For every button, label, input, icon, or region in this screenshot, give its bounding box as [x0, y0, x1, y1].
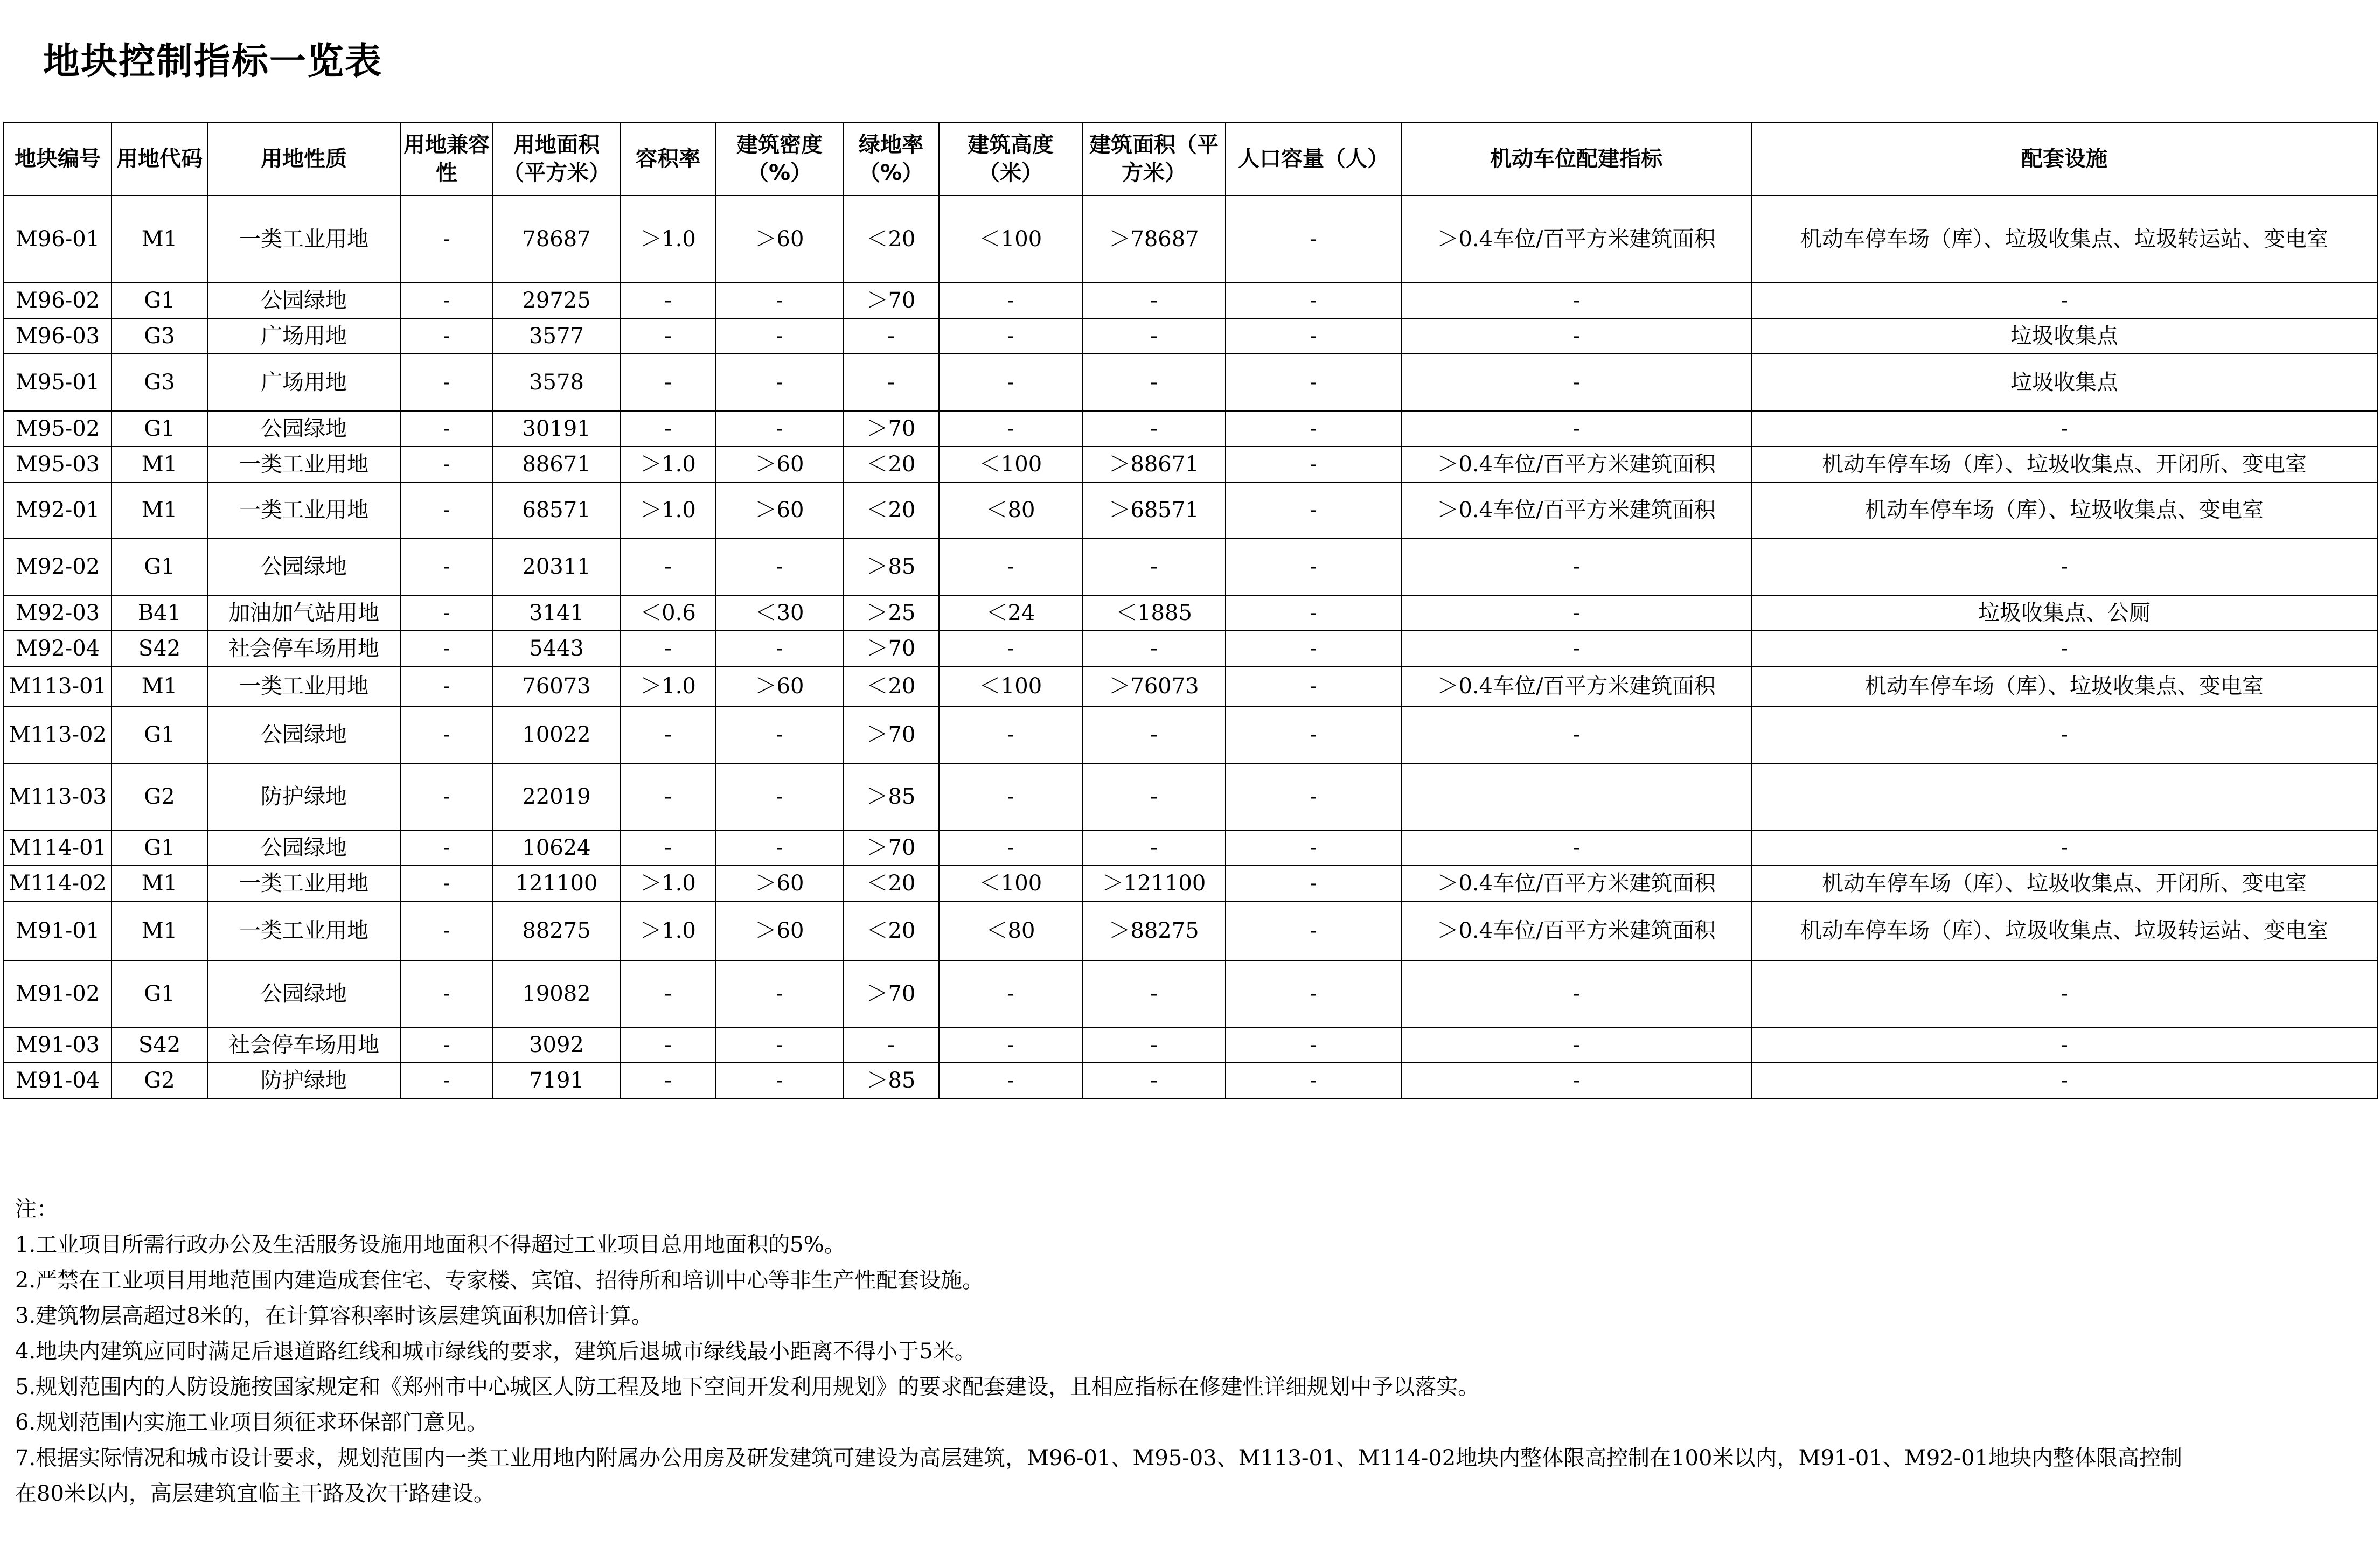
- table-cell: M95-03: [4, 447, 112, 482]
- table-cell: ＜100: [939, 196, 1082, 283]
- table-cell: 19082: [493, 960, 620, 1027]
- table-cell: -: [400, 318, 493, 354]
- table-cell: ＞70: [843, 830, 939, 866]
- table-cell: -: [1401, 538, 1751, 595]
- table-cell: 公园绿地: [207, 830, 400, 866]
- table-cell: 3092: [493, 1027, 620, 1063]
- table-cell: -: [400, 283, 493, 318]
- column-header: 建筑高度（米）: [939, 122, 1082, 196]
- table-cell: -: [620, 318, 716, 354]
- table-cell: -: [716, 763, 843, 830]
- table-cell: -: [400, 595, 493, 631]
- table-cell: -: [939, 1027, 1082, 1063]
- table-cell: ＜20: [843, 196, 939, 283]
- table-cell: -: [716, 318, 843, 354]
- table-cell: -: [620, 830, 716, 866]
- table-cell: -: [1226, 411, 1401, 447]
- table-cell: -: [400, 631, 493, 666]
- table-cell: S42: [112, 1027, 207, 1063]
- table-cell: -: [1226, 538, 1401, 595]
- table-cell: 10022: [493, 706, 620, 763]
- table-cell: ＞121100: [1082, 866, 1226, 901]
- table-cell: ＞60: [716, 666, 843, 706]
- table-cell: 防护绿地: [207, 763, 400, 830]
- table-cell: -: [400, 538, 493, 595]
- table-cell: G1: [112, 960, 207, 1027]
- table-cell: -: [400, 411, 493, 447]
- table-cell: M96-01: [4, 196, 112, 283]
- table-row: [4, 763, 2377, 830]
- table-cell: S42: [112, 631, 207, 666]
- table-cell: -: [843, 1027, 939, 1063]
- table-cell: -: [1082, 283, 1226, 318]
- table-cell: -: [400, 354, 493, 411]
- table-cell: M1: [112, 901, 207, 960]
- column-header: 地块编号: [4, 122, 112, 196]
- table-cell: ＞85: [843, 1063, 939, 1098]
- note-item: 2.严禁在工业项目用地范围内建造成套住宅、专家楼、宾馆、招待所和培训中心等非生产性配套设施。: [15, 1268, 984, 1293]
- table-cell: -: [1751, 283, 2377, 318]
- table-cell: 10624: [493, 830, 620, 866]
- table-cell: -: [843, 354, 939, 411]
- table-row: [4, 283, 2377, 318]
- table-cell: 3141: [493, 595, 620, 631]
- table-cell: -: [1401, 830, 1751, 866]
- table-cell: ＞70: [843, 411, 939, 447]
- table-cell: 垃圾收集点: [1751, 354, 2377, 411]
- table-cell: -: [716, 354, 843, 411]
- table-row: [4, 866, 2377, 901]
- table-cell: -: [939, 411, 1082, 447]
- table-cell: -: [1226, 354, 1401, 411]
- table-cell: ＜20: [843, 447, 939, 482]
- table-cell: ＞70: [843, 706, 939, 763]
- table-cell: 5443: [493, 631, 620, 666]
- page-title: 地块控制指标一览表: [43, 40, 383, 83]
- table-cell: 广场用地: [207, 318, 400, 354]
- table-cell: 加油加气站用地: [207, 595, 400, 631]
- table-cell: -: [716, 830, 843, 866]
- table-cell: 公园绿地: [207, 706, 400, 763]
- column-header: 人口容量（人）: [1226, 122, 1401, 196]
- table-cell: M1: [112, 866, 207, 901]
- table-cell: M95-01: [4, 354, 112, 411]
- table-cell: -: [620, 354, 716, 411]
- table-cell: -: [716, 960, 843, 1027]
- table-cell: M96-02: [4, 283, 112, 318]
- table-cell: -: [1226, 318, 1401, 354]
- table-cell: -: [1226, 763, 1401, 830]
- table-cell: 机动车停车场（库）、垃圾收集点、变电室: [1751, 482, 2377, 538]
- table-cell: 68571: [493, 482, 620, 538]
- table-cell: 一类工业用地: [207, 666, 400, 706]
- table-cell: [1751, 763, 2377, 830]
- table-cell: 一类工业用地: [207, 447, 400, 482]
- table-cell: -: [716, 283, 843, 318]
- table-cell: -: [939, 830, 1082, 866]
- table-cell: -: [1751, 631, 2377, 666]
- table-cell: -: [716, 1063, 843, 1098]
- table-cell: -: [1401, 318, 1751, 354]
- table-cell: M92-04: [4, 631, 112, 666]
- column-header: 配套设施: [1751, 122, 2377, 196]
- table-cell: -: [1751, 538, 2377, 595]
- table-cell: ＞70: [843, 631, 939, 666]
- table-row: [4, 447, 2377, 482]
- table-body: [4, 196, 2377, 1098]
- table-cell: M114-02: [4, 866, 112, 901]
- table-cell: [1401, 763, 1751, 830]
- table-cell: -: [1401, 354, 1751, 411]
- table-cell: -: [400, 763, 493, 830]
- table-cell: 机动车停车场（库）、垃圾收集点、垃圾转运站、变电室: [1751, 901, 2377, 960]
- table-cell: ＞88275: [1082, 901, 1226, 960]
- table-cell: G3: [112, 354, 207, 411]
- table-cell: -: [1082, 538, 1226, 595]
- table-cell: -: [1751, 411, 2377, 447]
- table-row: [4, 595, 2377, 631]
- table-cell: -: [716, 631, 843, 666]
- table-cell: M92-03: [4, 595, 112, 631]
- table-cell: -: [1226, 631, 1401, 666]
- table-cell: ＞60: [716, 866, 843, 901]
- table-cell: ＞1.0: [620, 666, 716, 706]
- control-indicator-table: [3, 122, 2378, 1099]
- table-cell: -: [716, 1027, 843, 1063]
- table-cell: -: [400, 706, 493, 763]
- table-cell: -: [400, 666, 493, 706]
- table-cell: ＞78687: [1082, 196, 1226, 283]
- table-cell: -: [1082, 960, 1226, 1027]
- table-cell: -: [620, 411, 716, 447]
- table-row: [4, 666, 2377, 706]
- table-cell: -: [939, 706, 1082, 763]
- table-cell: -: [1226, 1027, 1401, 1063]
- note-item: 1.工业项目所需行政办公及生活服务设施用地面积不得超过工业项目总用地面积的5%。: [15, 1232, 846, 1257]
- table-cell: -: [939, 354, 1082, 411]
- table-row: [4, 482, 2377, 538]
- table-cell: ＜80: [939, 901, 1082, 960]
- table-cell: -: [1751, 1027, 2377, 1063]
- table-cell: 防护绿地: [207, 1063, 400, 1098]
- table-cell: ＞0.4车位/百平方米建筑面积: [1401, 447, 1751, 482]
- table-cell: 3578: [493, 354, 620, 411]
- table-cell: ＜30: [716, 595, 843, 631]
- table-cell: ＞60: [716, 196, 843, 283]
- table-cell: 88671: [493, 447, 620, 482]
- table-cell: ＞25: [843, 595, 939, 631]
- table-cell: -: [1082, 830, 1226, 866]
- table-cell: -: [400, 901, 493, 960]
- table-cell: 3577: [493, 318, 620, 354]
- table-cell: -: [1082, 631, 1226, 666]
- table-cell: ＞1.0: [620, 866, 716, 901]
- table-cell: -: [400, 482, 493, 538]
- column-header: 机动车位配建指标: [1401, 122, 1751, 196]
- table-cell: -: [716, 538, 843, 595]
- table-cell: ＜20: [843, 866, 939, 901]
- table-cell: ＜1885: [1082, 595, 1226, 631]
- table-cell: -: [1751, 1063, 2377, 1098]
- table-cell: ＞85: [843, 538, 939, 595]
- table-row: [4, 411, 2377, 447]
- table-cell: -: [1226, 666, 1401, 706]
- table-cell: M114-01: [4, 830, 112, 866]
- table-cell: 公园绿地: [207, 538, 400, 595]
- table-cell: ＜100: [939, 666, 1082, 706]
- table-cell: 7191: [493, 1063, 620, 1098]
- table-cell: 121100: [493, 866, 620, 901]
- table-cell: 88275: [493, 901, 620, 960]
- table-cell: -: [939, 960, 1082, 1027]
- table-cell: 垃圾收集点、公厕: [1751, 595, 2377, 631]
- table-cell: -: [939, 763, 1082, 830]
- table-cell: -: [620, 538, 716, 595]
- table-cell: -: [620, 706, 716, 763]
- table-cell: -: [1751, 830, 2377, 866]
- table-cell: -: [1751, 960, 2377, 1027]
- table-row: [4, 706, 2377, 763]
- table-cell: -: [1226, 960, 1401, 1027]
- table-cell: 机动车停车场（库）、垃圾收集点、开闭所、变电室: [1751, 447, 2377, 482]
- table-cell: M1: [112, 666, 207, 706]
- note-item: 3.建筑物层高超过8米的，在计算容积率时该层建筑面积加倍计算。: [15, 1304, 653, 1328]
- note-item: 7.根据实际情况和城市设计要求，规划范围内一类工业用地内附属办公用房及研发建筑可建设为高层建筑，M96-01、M95-03、M113-01、M114-02地块内整体限高控制在100米以内，M91-01、M92-01地块内整体限高控制: [15, 1446, 2183, 1471]
- table-cell: -: [1401, 631, 1751, 666]
- table-cell: -: [620, 631, 716, 666]
- table-cell: -: [1226, 482, 1401, 538]
- table-cell: ＞60: [716, 901, 843, 960]
- table-cell: ＞0.4车位/百平方米建筑面积: [1401, 666, 1751, 706]
- table-cell: 22019: [493, 763, 620, 830]
- table-cell: 30191: [493, 411, 620, 447]
- table-cell: -: [400, 1027, 493, 1063]
- table-cell: G2: [112, 763, 207, 830]
- notes-heading: 注：: [15, 1197, 58, 1222]
- table-cell: 29725: [493, 283, 620, 318]
- table-cell: G1: [112, 830, 207, 866]
- table-cell: M113-03: [4, 763, 112, 830]
- table-cell: -: [1401, 411, 1751, 447]
- column-header: 用地兼容性: [400, 122, 493, 196]
- table-cell: 78687: [493, 196, 620, 283]
- table-cell: 20311: [493, 538, 620, 595]
- table-cell: 机动车停车场（库）、垃圾收集点、开闭所、变电室: [1751, 866, 2377, 901]
- table-cell: -: [620, 960, 716, 1027]
- table-cell: M91-04: [4, 1063, 112, 1098]
- table-cell: -: [1082, 706, 1226, 763]
- table-cell: 公园绿地: [207, 283, 400, 318]
- table-cell: -: [939, 318, 1082, 354]
- table-cell: -: [1082, 1027, 1226, 1063]
- table-cell: -: [1226, 901, 1401, 960]
- table-cell: -: [843, 318, 939, 354]
- column-header: 容积率: [620, 122, 716, 196]
- table-cell: -: [1082, 354, 1226, 411]
- table-cell: -: [716, 411, 843, 447]
- note-item: 6.规划范围内实施工业项目须征求环保部门意见。: [15, 1410, 489, 1435]
- table-cell: -: [1082, 1063, 1226, 1098]
- table-cell: ＜100: [939, 447, 1082, 482]
- table-cell: G2: [112, 1063, 207, 1098]
- notes-section: [15, 1191, 2369, 1511]
- table-cell: ＜80: [939, 482, 1082, 538]
- table-cell: -: [1401, 960, 1751, 1027]
- table-cell: ＞85: [843, 763, 939, 830]
- table-cell: -: [620, 1027, 716, 1063]
- table-cell: ＜0.6: [620, 595, 716, 631]
- table-cell: G1: [112, 538, 207, 595]
- table-cell: M113-01: [4, 666, 112, 706]
- table-cell: M91-03: [4, 1027, 112, 1063]
- table-cell: -: [1226, 196, 1401, 283]
- table-cell: M113-02: [4, 706, 112, 763]
- column-header: 用地面积（平方米）: [493, 122, 620, 196]
- table-cell: ＜24: [939, 595, 1082, 631]
- table-cell: ＞68571: [1082, 482, 1226, 538]
- table-cell: -: [939, 631, 1082, 666]
- table-cell: ＞0.4车位/百平方米建筑面积: [1401, 866, 1751, 901]
- table-cell: M96-03: [4, 318, 112, 354]
- table-cell: -: [400, 866, 493, 901]
- table-row: [4, 631, 2377, 666]
- table-cell: 一类工业用地: [207, 482, 400, 538]
- table-cell: ＞60: [716, 482, 843, 538]
- table-cell: M91-01: [4, 901, 112, 960]
- table-cell: -: [939, 538, 1082, 595]
- table-cell: 一类工业用地: [207, 196, 400, 283]
- note-item: 5.规划范围内的人防设施按国家规定和《郑州市中心城区人防工程及地下空间开发利用规划》的要求配套建设，且相应指标在修建性详细规划中予以落实。: [15, 1375, 1480, 1399]
- table-cell: -: [1401, 595, 1751, 631]
- table-cell: ＞0.4车位/百平方米建筑面积: [1401, 196, 1751, 283]
- table-cell: 公园绿地: [207, 411, 400, 447]
- table-cell: M92-01: [4, 482, 112, 538]
- table-cell: -: [400, 830, 493, 866]
- table-cell: ＜20: [843, 901, 939, 960]
- note-item: 4.地块内建筑应同时满足后退道路红线和城市绿线的要求，建筑后退城市绿线最小距离不得小于5米。: [15, 1339, 976, 1364]
- column-header: 用地代码: [112, 122, 207, 196]
- table-cell: 一类工业用地: [207, 901, 400, 960]
- table-cell: ＞1.0: [620, 196, 716, 283]
- notes-list: [15, 1227, 2369, 1511]
- table-row: [4, 318, 2377, 354]
- table-cell: ＞60: [716, 447, 843, 482]
- table-cell: 社会停车场用地: [207, 1027, 400, 1063]
- table-cell: ＞0.4车位/百平方米建筑面积: [1401, 482, 1751, 538]
- table-cell: ＜20: [843, 666, 939, 706]
- table-cell: M95-02: [4, 411, 112, 447]
- table-row: [4, 901, 2377, 960]
- table-row: [4, 538, 2377, 595]
- note-item: 在80米以内，高层建筑宜临主干路及次干路建设。: [15, 1481, 495, 1506]
- table-cell: ＞70: [843, 960, 939, 1027]
- table-header-row: [4, 122, 2377, 196]
- table-cell: -: [1751, 706, 2377, 763]
- column-header: 绿地率（%）: [843, 122, 939, 196]
- table-cell: -: [400, 1063, 493, 1098]
- table-cell: -: [1401, 706, 1751, 763]
- table-cell: -: [1226, 706, 1401, 763]
- table-row: [4, 960, 2377, 1027]
- column-header: 用地性质: [207, 122, 400, 196]
- table-cell: -: [620, 763, 716, 830]
- table-cell: ＜100: [939, 866, 1082, 901]
- table-cell: -: [1082, 411, 1226, 447]
- table-cell: -: [716, 706, 843, 763]
- table-cell: B41: [112, 595, 207, 631]
- table-cell: -: [1401, 283, 1751, 318]
- table-cell: 社会停车场用地: [207, 631, 400, 666]
- table-cell: 一类工业用地: [207, 866, 400, 901]
- table-cell: 机动车停车场（库）、垃圾收集点、变电室: [1751, 666, 2377, 706]
- table-cell: -: [400, 196, 493, 283]
- table-cell: -: [1226, 283, 1401, 318]
- table-cell: ＞1.0: [620, 447, 716, 482]
- table-cell: -: [1226, 595, 1401, 631]
- table-row: [4, 830, 2377, 866]
- table-cell: M91-02: [4, 960, 112, 1027]
- table-cell: -: [1082, 763, 1226, 830]
- table-cell: M1: [112, 482, 207, 538]
- table-cell: ＞70: [843, 283, 939, 318]
- table-cell: 公园绿地: [207, 960, 400, 1027]
- table-cell: -: [939, 1063, 1082, 1098]
- table-cell: M92-02: [4, 538, 112, 595]
- table-cell: -: [620, 1063, 716, 1098]
- table-cell: ＞1.0: [620, 482, 716, 538]
- column-header: 建筑面积（平方米）: [1082, 122, 1226, 196]
- table-cell: -: [1226, 830, 1401, 866]
- table-cell: -: [1401, 1027, 1751, 1063]
- table-row: [4, 1027, 2377, 1063]
- column-header: 建筑密度（%）: [716, 122, 843, 196]
- table-cell: -: [400, 960, 493, 1027]
- table-cell: 机动车停车场（库）、垃圾收集点、垃圾转运站、变电室: [1751, 196, 2377, 283]
- table-cell: G1: [112, 283, 207, 318]
- table-cell: -: [1401, 1063, 1751, 1098]
- table-cell: G1: [112, 411, 207, 447]
- table-cell: -: [1226, 866, 1401, 901]
- table-cell: -: [1082, 318, 1226, 354]
- table-cell: ＞0.4车位/百平方米建筑面积: [1401, 901, 1751, 960]
- table-cell: ＞88671: [1082, 447, 1226, 482]
- table-cell: G1: [112, 706, 207, 763]
- table-cell: ＜20: [843, 482, 939, 538]
- table-cell: 76073: [493, 666, 620, 706]
- table-cell: ＞76073: [1082, 666, 1226, 706]
- table-row: [4, 1063, 2377, 1098]
- table-cell: -: [1226, 447, 1401, 482]
- table-cell: -: [939, 283, 1082, 318]
- table-cell: -: [400, 447, 493, 482]
- table-cell: -: [1226, 1063, 1401, 1098]
- table-cell: 垃圾收集点: [1751, 318, 2377, 354]
- table-cell: ＞1.0: [620, 901, 716, 960]
- table-row: [4, 354, 2377, 411]
- table-cell: -: [620, 283, 716, 318]
- table-cell: M1: [112, 196, 207, 283]
- table-row: [4, 196, 2377, 283]
- table-cell: 广场用地: [207, 354, 400, 411]
- table-cell: G3: [112, 318, 207, 354]
- table-cell: M1: [112, 447, 207, 482]
